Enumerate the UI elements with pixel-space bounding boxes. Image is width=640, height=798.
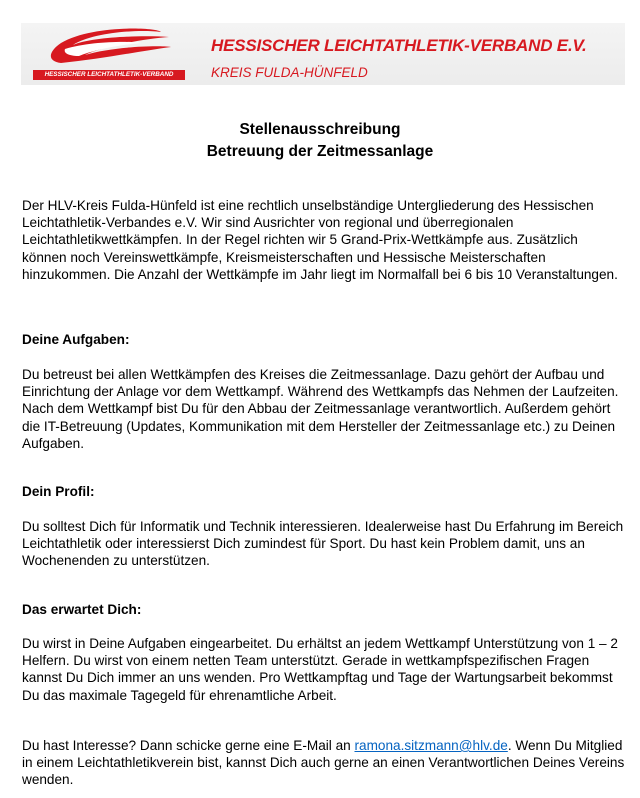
section-heading-offer: Das erwartet Dich: — [22, 602, 142, 617]
document-subtitle: Betreuung der Zeitmessanlage — [206, 143, 434, 160]
section-text-profile: Du solltest Dich für Informatik und Technik interessieren. Idealerweise hast Du Erfahrung im Bereich Leichtathletik oder interessierst Dich zumindest für Sport. Du hast kein Problem damit, uns an Wochenenden zu unterstützen. — [22, 519, 624, 569]
section-heading-profile: Dein Profil: — [22, 484, 95, 499]
contact-text-after: . Wenn Du Mitglied in einem Leichtathletikverein bist, kannst Dich auch gerne an einen Verantwortlichen Deines Vereins wenden. — [22, 738, 625, 788]
district-name: KREIS FULDA-HÜNFELD — [211, 65, 368, 80]
contact-paragraph — [22, 737, 626, 789]
contact-email-link[interactable]: ramona.sitzmann@hlv.de — [354, 738, 508, 753]
intro-paragraph: Der HLV-Kreis Fulda-Hünfeld ist eine rechtlich unselbständige Untergliederung des Hessischen Leichtathletik-Verbandes e.V. Wir sind Ausrichter von regional und überregionalen Leichtathletikwettkämpfen. In der Regel richten wir 5 Grand-Prix-Wettkämpfe aus. Zusätzlich können noch Vereinswettkämpfe, Kreismeisterschaften und Hessische Meisterschaften hinzukommen. Die Anzahl der Wettkämpfe im Jahr liegt im Normalfall bei 6 bis 10 Veranstaltungen. — [22, 198, 618, 282]
section-heading-tasks: Deine Aufgaben: — [22, 332, 130, 347]
organization-name: HESSISCHER LEICHTATHLETIK-VERBAND E.V. — [211, 36, 587, 55]
logo-caption: HESSISCHER LEICHTATHLETIK-VERBAND — [33, 70, 185, 80]
letterhead — [21, 23, 625, 85]
contact-text-before: Du hast Interesse? Dann schicke gerne eine E-Mail an — [22, 738, 355, 753]
document-title: Stellenausschreibung — [239, 121, 401, 138]
section-text-tasks: Du betreust bei allen Wettkämpfen des Kreises die Zeitmessanlage. Dazu gehört der Aufbau und Einrichtung der Anlage vor dem Wettkampf. Während des Wettkampfs das Nehmen der Laufzeiten. Nach dem Wettkampf bist Du für den Abbau der Zeitmessanlage verantwortlich. Außerdem gehört die IT-Betreuung (Updates, Kommunikation mit dem Hersteller der Zeitmessanlage etc.) zu Deinen Aufgaben. — [22, 367, 619, 451]
section-text-offer: Du wirst in Deine Aufgaben eingearbeitet. Du erhältst an jedem Wettkampf Unterstützung von 1 – 2 Helfern. Du wirst von einem netten Team unterstützt. Gerade in wettkampfspezifischen Fragen kannst Du Dich immer an uns wenden. Pro Wettkampftag und Tage der Wartungsarbeit bekommst Du das maximale Tagegeld für ehrenamtliche Arbeit. — [22, 636, 618, 703]
